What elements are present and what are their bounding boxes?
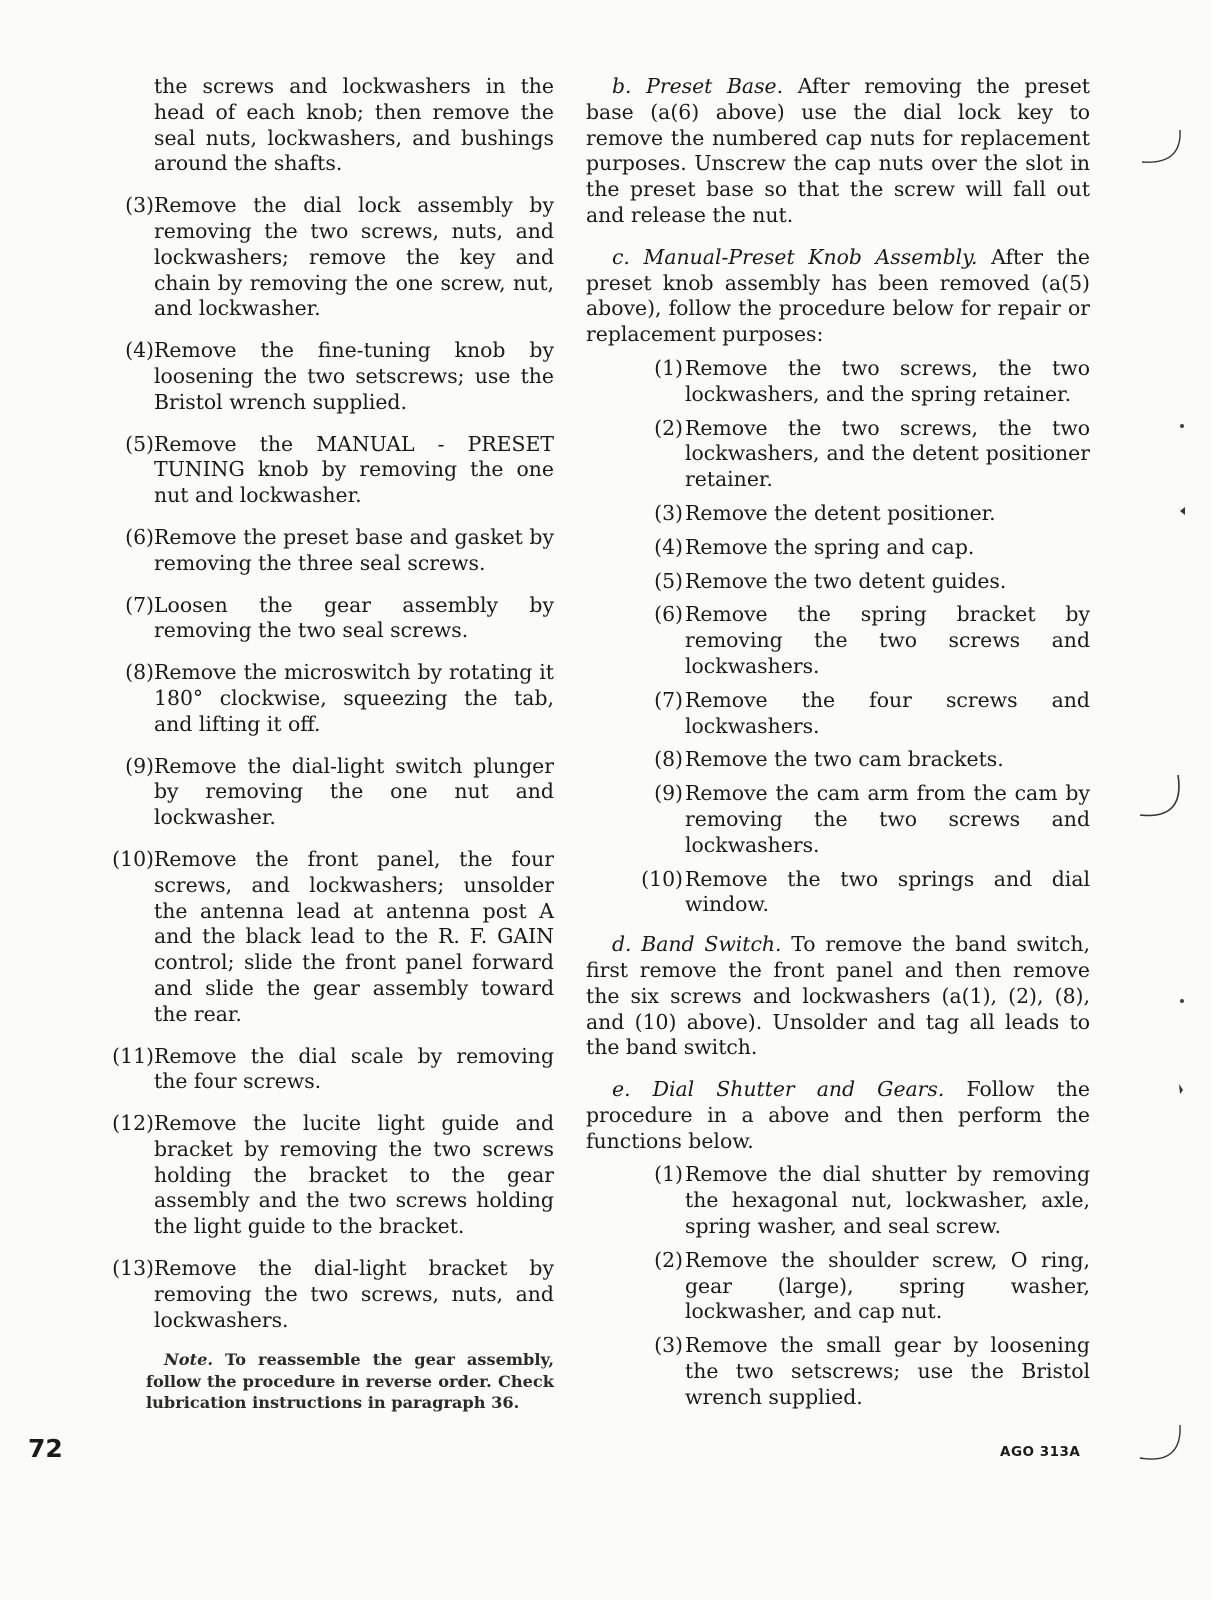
disassembly-step: [84, 754, 554, 831]
note-text: To reassemble the gear assembly, follow the procedure in reverse order. Check lubrication instructions in paragraph 36.: [146, 1350, 554, 1413]
scan-dot-1: [1178, 420, 1188, 432]
step-text: Remove the detent positioner.: [685, 500, 996, 525]
step-number: [638, 781, 683, 858]
step-number-text: (4): [654, 534, 683, 559]
knob-assembly-step: [638, 501, 1090, 527]
step-number: [84, 193, 154, 322]
step-number-text: (1): [654, 355, 683, 380]
step-number: [638, 569, 683, 595]
step-number: [84, 432, 154, 509]
para-dial-shutter-gears: [586, 1077, 1090, 1154]
step-number: [638, 747, 683, 773]
disassembly-step: [84, 593, 554, 645]
step-number: [638, 602, 683, 679]
para-e-text: Follow the procedure in a above and then perform the functions below.: [586, 1077, 1090, 1153]
step-number-text: (5): [125, 431, 154, 456]
scan-mark-top: [1130, 110, 1190, 180]
disassembly-step: [84, 338, 554, 415]
step-number-text: (10): [641, 866, 683, 891]
disassembly-step: [84, 1111, 554, 1240]
step-text: Remove the spring bracket by removing the two screws and lockwashers.: [685, 602, 1090, 678]
step-number: [84, 754, 154, 831]
disassembly-step: [84, 1044, 554, 1096]
step-text: Remove the dial-light bracket by removing the two screws, nuts, and lockwashers.: [154, 1256, 554, 1332]
reassembly-note: [146, 1349, 554, 1414]
step-text: Remove the dial lock assembly by removing the two screws, nuts, and lockwashers; remove the key and chain by removing the one screw, nut, and lockwasher.: [154, 193, 554, 321]
scan-mark-middle: [1130, 760, 1190, 830]
note-label: Note.: [164, 1350, 214, 1370]
step-number: [638, 867, 683, 919]
dial-shutter-step: [638, 1248, 1090, 1325]
step-number-text: (13): [112, 1256, 154, 1281]
para-c-heading: c. Manual-Preset Knob Assembly.: [612, 244, 978, 269]
knob-assembly-step: [638, 356, 1090, 408]
step-number-text: (8): [654, 747, 683, 772]
step-number-text: (3): [654, 500, 683, 525]
step-number-text: (4): [125, 338, 154, 363]
step-number: [638, 1333, 683, 1410]
step-number: [638, 356, 683, 408]
step-number: [638, 1162, 683, 1239]
step-number: [84, 660, 154, 737]
step-text: Remove the front panel, the four screws, and lockwashers; unsolder the antenna lead at antenna post A and the black lead to the R. F. GAIN control; slide the front panel forward and slide the gear assembly toward the rear.: [154, 846, 554, 1026]
step-number: [84, 847, 154, 1028]
continuation-text: the screws and lockwashers in the head of each knob; then remove the seal nuts, lockwashers, and bushings around the shafts.: [154, 74, 554, 176]
disassembly-step: [84, 432, 554, 509]
step-text: Remove the fine-tuning knob by loosening the two setscrews; use the Bristol wrench supplied.: [154, 338, 554, 414]
step-text: Remove the preset base and gasket by removing the three seal screws.: [154, 524, 554, 575]
step-number-text: (7): [654, 687, 683, 712]
step-number: [638, 688, 683, 740]
step-text: Remove the MANUAL - PRESET TUNING knob by removing the one nut and lockwasher.: [154, 431, 554, 508]
step-number: [84, 525, 154, 577]
step-text: Remove the two detent guides.: [685, 568, 1007, 593]
para-d-heading: d. Band Switch.: [612, 932, 782, 957]
scan-dot-3: [1178, 995, 1188, 1007]
scan-dot-2: [1178, 505, 1188, 517]
step-text: Remove the dial scale by removing the four screws.: [154, 1043, 554, 1094]
para-c-text: After the preset knob assembly has been removed (a(5) above), follow the procedure below for repair or replacement purposes:: [586, 244, 1090, 347]
step-text: Remove the shoulder screw, O ring, gear (large), spring washer, lockwasher, and cap nut.: [685, 1247, 1090, 1324]
step-number: [638, 416, 683, 493]
step-number-text: (6): [125, 524, 154, 549]
step-number-text: (8): [125, 660, 154, 685]
disassembly-step: [84, 525, 554, 577]
scan-dot-4: [1176, 1082, 1186, 1096]
step-text: Loosen the gear assembly by removing the two seal screws.: [154, 592, 554, 643]
step-text: Remove the two screws, the two lockwashers, and the spring retainer.: [685, 355, 1090, 406]
step-number: [638, 535, 683, 561]
knob-assembly-step: [638, 416, 1090, 493]
step-number: [84, 1256, 154, 1333]
para-manual-preset-knob: [586, 245, 1090, 348]
page-number: 72: [28, 1434, 63, 1463]
knob-assembly-step: [638, 867, 1090, 919]
step-text: Remove the spring and cap.: [685, 534, 975, 559]
knob-assembly-step: [638, 569, 1090, 595]
para-preset-base: [586, 74, 1090, 229]
step-text: Remove the two cam brackets.: [685, 747, 1004, 772]
step-text: Remove the small gear by loosening the two setscrews; use the Bristol wrench supplied.: [685, 1333, 1090, 1409]
disassembly-step: [84, 847, 554, 1028]
step-number-text: (2): [654, 1247, 683, 1272]
step-text: Remove the two screws, the two lockwashers, and the detent positioner retainer.: [685, 415, 1090, 492]
knob-assembly-step: [638, 688, 1090, 740]
step-number-text: (5): [654, 568, 683, 593]
step-number-text: (3): [654, 1333, 683, 1358]
step-text: Remove the lucite light guide and bracket by removing the two screws holding the bracket to the gear assembly and the two screws holding the light guide to the bracket.: [154, 1111, 554, 1239]
para-e-step-list: [586, 1162, 1090, 1410]
step-number-text: (2): [654, 415, 683, 440]
knob-assembly-step: [638, 535, 1090, 561]
step-number-text: (10): [112, 846, 154, 871]
right-column: [586, 74, 1090, 1419]
disassembly-step: [84, 660, 554, 737]
left-column: [84, 74, 554, 1414]
disassembly-step: [84, 1256, 554, 1333]
step-number: [638, 501, 683, 527]
step-text: Remove the two springs and dial window.: [685, 866, 1090, 917]
document-code: AGO 313A: [1000, 1444, 1081, 1460]
knob-assembly-step: [638, 747, 1090, 773]
step-text: Remove the cam arm from the cam by removing the two screws and lockwashers.: [685, 781, 1090, 857]
step-number: [84, 593, 154, 645]
step-text: Remove the dial shutter by removing the hexagonal nut, lockwasher, axle, spring washer, and seal screw.: [685, 1162, 1090, 1239]
step-number-text: (9): [654, 781, 683, 806]
knob-assembly-step: [638, 781, 1090, 858]
para-d-text: To remove the band switch, first remove the front panel and then remove the six screws and lockwashers (a(1), (2), (8), and (10) above). Unsolder and tag all leads to the band switch.: [586, 932, 1091, 1060]
step-text: Remove the microswitch by rotating it 180° clockwise, squeezing the tab, and lifting it off.: [154, 660, 554, 736]
knob-assembly-step: [638, 602, 1090, 679]
step-number-text: (9): [125, 753, 154, 778]
step-number: [84, 1111, 154, 1240]
step-number: [84, 1044, 154, 1096]
step-number-text: (6): [654, 602, 683, 627]
para-band-switch: [586, 932, 1090, 1061]
para-c-step-list: [586, 356, 1090, 918]
step-number-text: (1): [654, 1162, 683, 1187]
step-number-text: (12): [112, 1111, 154, 1136]
dial-shutter-step: [638, 1333, 1090, 1410]
step-number: [84, 338, 154, 415]
disassembly-step: [84, 193, 554, 322]
step-text: Remove the four screws and lockwashers.: [685, 687, 1090, 738]
para-b-text: After removing the preset base (a(6) above) use the dial lock key to remove the numbered cap nuts for replacement purposes. Unscrew the cap nuts over the slot in the preset base so that the screw will fall out and release the nut.: [586, 74, 1090, 227]
step-number-text: (11): [112, 1043, 154, 1068]
para-b-heading: b. Preset Base.: [612, 74, 784, 98]
step-number-text: (7): [125, 592, 154, 617]
para-e-heading: e. Dial Shutter and Gears.: [612, 1077, 945, 1102]
step-text: Remove the dial-light switch plunger by removing the one nut and lockwasher.: [154, 753, 554, 830]
step-number: [638, 1248, 683, 1325]
left-step-list: [84, 193, 554, 1333]
dial-shutter-step: [638, 1162, 1090, 1239]
step-number-text: (3): [125, 193, 154, 218]
scan-mark-bottom: [1130, 1410, 1190, 1480]
